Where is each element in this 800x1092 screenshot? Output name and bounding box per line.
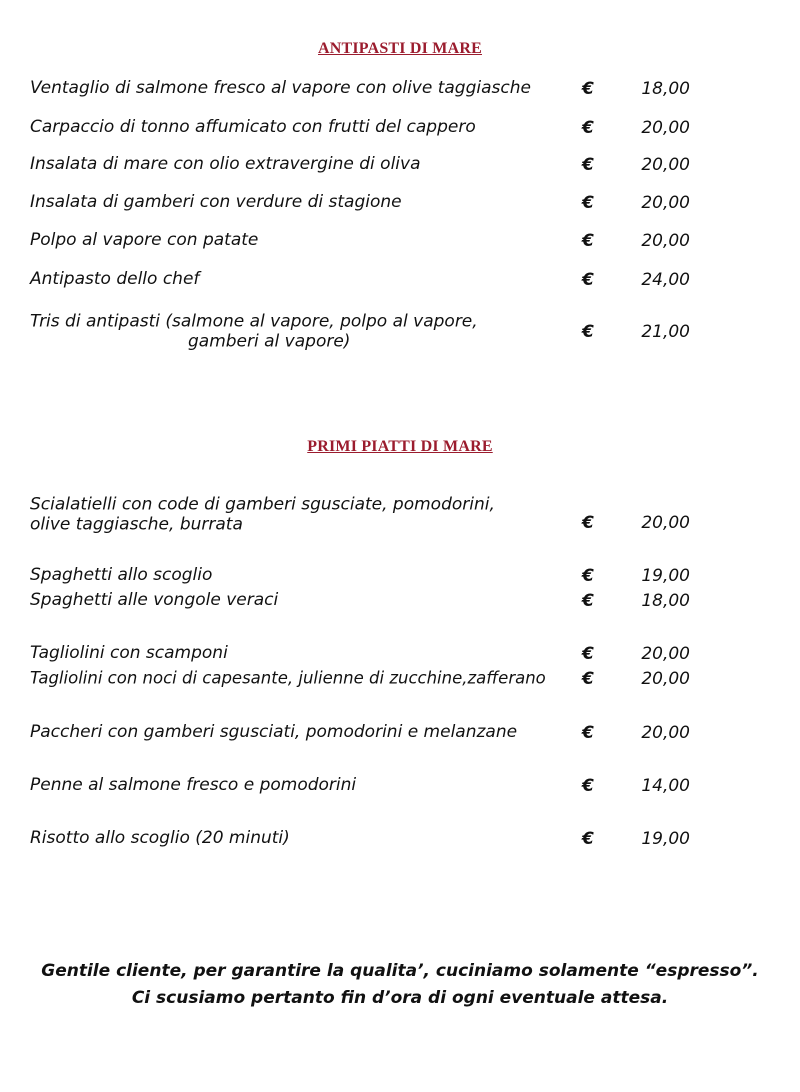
dish-name-line2: gamberi al vapore) <box>188 331 351 351</box>
dish-name: Risotto allo scoglio (20 minuti) <box>30 828 290 849</box>
dish-price: 20,00 <box>641 231 690 251</box>
dish-name <box>30 312 478 351</box>
dish-name: Tagliolini con scamponi <box>30 643 228 664</box>
dish-name: Spaghetti allo scoglio <box>30 565 213 586</box>
section-heading-primi: PRIMI PIATTI DI MARE <box>307 438 493 455</box>
dish-price: 18,00 <box>641 591 690 611</box>
dish-name: Insalata di mare con olio extravergine di oliva <box>30 154 421 175</box>
menu-item <box>0 154 800 175</box>
dish-price: 20,00 <box>641 669 690 689</box>
dish-name-line2: olive taggiasche, burrata <box>30 514 243 534</box>
dish-name: Insalata di gamberi con verdure di stagione <box>30 192 402 213</box>
dish-name: Antipasto dello chef <box>30 269 200 290</box>
currency-symbol: € <box>582 644 594 664</box>
menu-item <box>0 494 800 534</box>
currency-symbol: € <box>582 723 594 743</box>
dish-name: Ventaglio di salmone fresco al vapore con olive taggiasche <box>30 78 531 99</box>
dish-name <box>30 495 495 534</box>
menu-item <box>0 192 800 213</box>
dish-price: 18,00 <box>641 79 690 99</box>
dish-name-line1: Scialatielli con code di gamberi sgusciate, pomodorini, <box>30 494 495 515</box>
currency-symbol: € <box>582 231 594 251</box>
footer-note <box>0 958 800 1012</box>
footer-note-line2: Ci scusiamo pertanto fin d’ora di ogni eventuale attesa. <box>131 988 669 1009</box>
menu-item <box>0 311 800 351</box>
footer-note-line1: Gentile cliente, per garantire la qualita’, cuciniamo solamente “espresso”. <box>41 961 759 981</box>
dish-price: 19,00 <box>641 829 690 849</box>
currency-symbol: € <box>582 270 594 290</box>
dish-name: Paccheri con gamberi sgusciati, pomodorini e melanzane <box>30 722 518 743</box>
dish-price: 19,00 <box>641 566 690 586</box>
dish-name: Polpo al vapore con patate <box>30 230 259 251</box>
menu-item <box>0 117 800 138</box>
menu-item <box>0 828 800 849</box>
menu-item <box>0 775 800 796</box>
menu-item <box>0 230 800 251</box>
dish-price: 14,00 <box>641 776 690 796</box>
currency-symbol: € <box>582 322 594 342</box>
dish-price: 21,00 <box>641 322 690 342</box>
currency-symbol: € <box>582 513 594 533</box>
menu-item <box>0 722 800 743</box>
dish-name: Spaghetti alle vongole veraci <box>30 590 279 611</box>
dish-price: 20,00 <box>641 513 690 533</box>
currency-symbol: € <box>582 591 594 611</box>
dish-price: 20,00 <box>641 644 690 664</box>
currency-symbol: € <box>582 566 594 586</box>
dish-name-line1: Tris di antipasti (salmone al vapore, polpo al vapore, <box>30 311 478 332</box>
menu-item <box>0 269 800 290</box>
currency-symbol: € <box>582 79 594 99</box>
menu-item <box>0 590 800 611</box>
dish-price: 24,00 <box>641 270 690 290</box>
menu-item <box>0 565 800 586</box>
currency-symbol: € <box>582 776 594 796</box>
dish-name: Tagliolini con noci di capesante, julienne di zucchine,zafferano <box>30 668 546 688</box>
dish-price: 20,00 <box>641 155 690 175</box>
menu-item <box>0 78 800 99</box>
dish-price: 20,00 <box>641 193 690 213</box>
currency-symbol: € <box>582 669 594 689</box>
menu-item <box>0 643 800 664</box>
dish-price: 20,00 <box>641 723 690 743</box>
dish-name: Carpaccio di tonno affumicato con frutti del cappero <box>30 117 476 138</box>
dish-name: Penne al salmone fresco e pomodorini <box>30 775 357 796</box>
section-heading-antipasti: ANTIPASTI DI MARE <box>317 40 482 57</box>
menu-item <box>0 668 800 689</box>
currency-symbol: € <box>582 193 594 213</box>
currency-symbol: € <box>582 118 594 138</box>
dish-price: 20,00 <box>641 118 690 138</box>
currency-symbol: € <box>582 155 594 175</box>
currency-symbol: € <box>582 829 594 849</box>
